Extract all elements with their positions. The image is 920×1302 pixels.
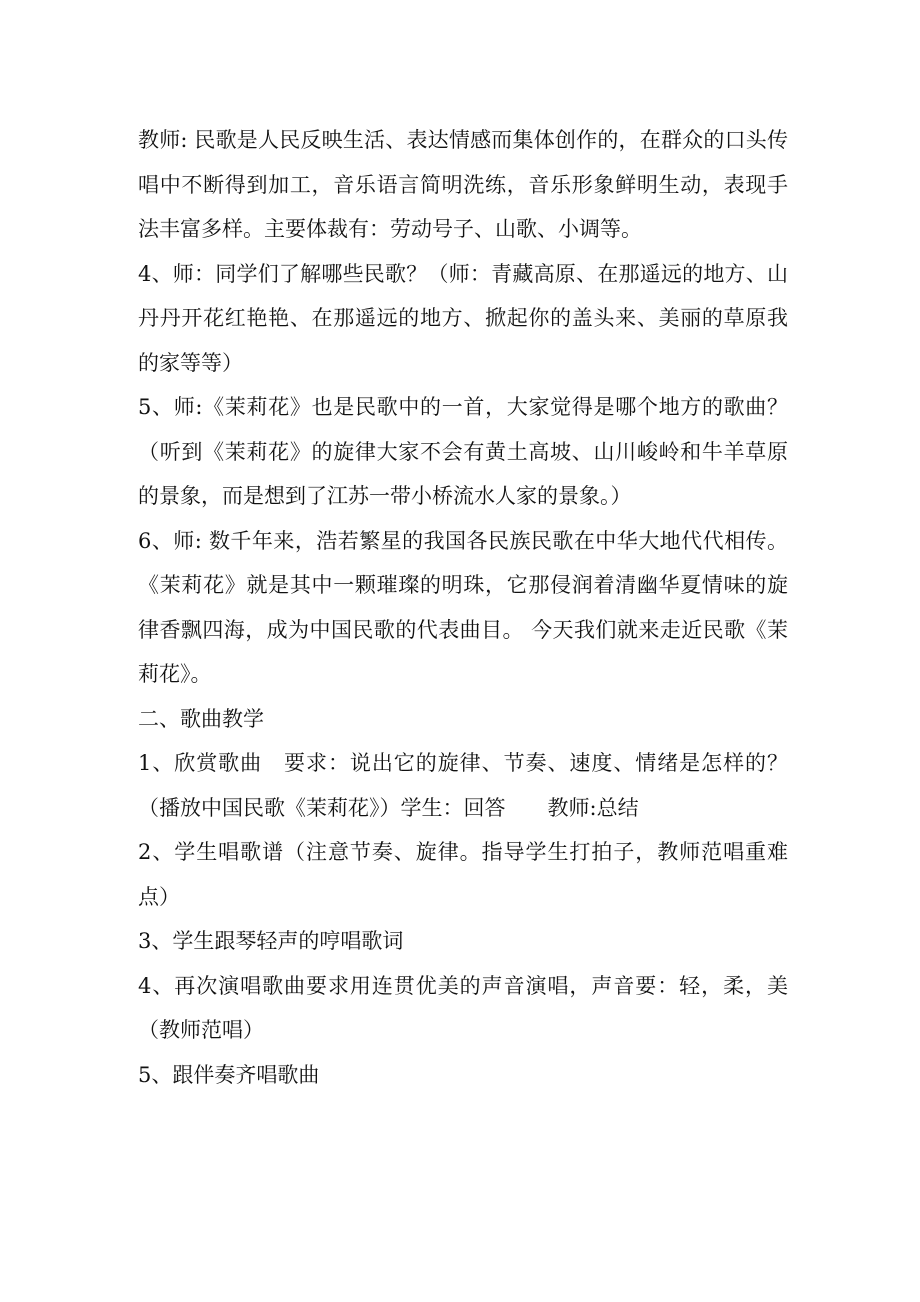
- document-body: [138, 118, 788, 1097]
- paragraph-step-6: 6、师: 数千年来，浩若繁星的我国各民族民歌在中华大地代代相传。《茉莉花》就是其中一颗璀璨的明珠，它那侵润着清幽华夏情味的旋律香飘四海，成为中国民歌的代表曲目。 今天我们就来走近民歌《茉莉花》。: [138, 528, 788, 686]
- paragraph-step-5: 5、师:《茉莉花》也是民歌中的一首，大家觉得是哪个地方的歌曲？（听到《茉莉花》的旋律大家不会有黄土高坡、山川峻岭和牛羊草原的景象，而是想到了江苏一带小桥流水人家的景象。）: [138, 395, 788, 508]
- paragraph-item-2: 2、学生唱歌谱（注意节奏、旋律。指导学生打拍子，教师范唱重难点）: [138, 840, 788, 909]
- paragraph-item-1: 1、欣赏歌曲 要求：说出它的旋律、节奏、速度、情绪是怎样的？（播放中国民歌《茉莉花》）学生：回答 教师:总结: [138, 751, 788, 820]
- paragraph-teacher-folk-song-intro: 教师: 民歌是人民反映生活、表达情感而集体创作的，在群众的口头传唱中不断得到加工，音乐语言简明洗练，音乐形象鲜明生动，表现手法丰富多样。主要体裁有：劳动号子、山歌、小调等。: [138, 128, 788, 241]
- section-heading-song-teaching: 二、歌曲教学: [138, 706, 264, 731]
- paragraph-item-5: 5、跟伴奏齐唱歌曲: [138, 1062, 320, 1087]
- paragraph-step-4: 4、师：同学们了解哪些民歌？（师：青藏高原、在那遥远的地方、山丹丹开花红艳艳、在那遥远的地方、掀起你的盖头来、美丽的草原我的家等等）: [138, 261, 788, 375]
- paragraph-item-3: 3、学生跟琴轻声的哼唱歌词: [138, 929, 404, 953]
- paragraph-item-4: 4、再次演唱歌曲要求用连贯优美的声音演唱，声音要：轻，柔，美（教师范唱）: [138, 973, 788, 1042]
